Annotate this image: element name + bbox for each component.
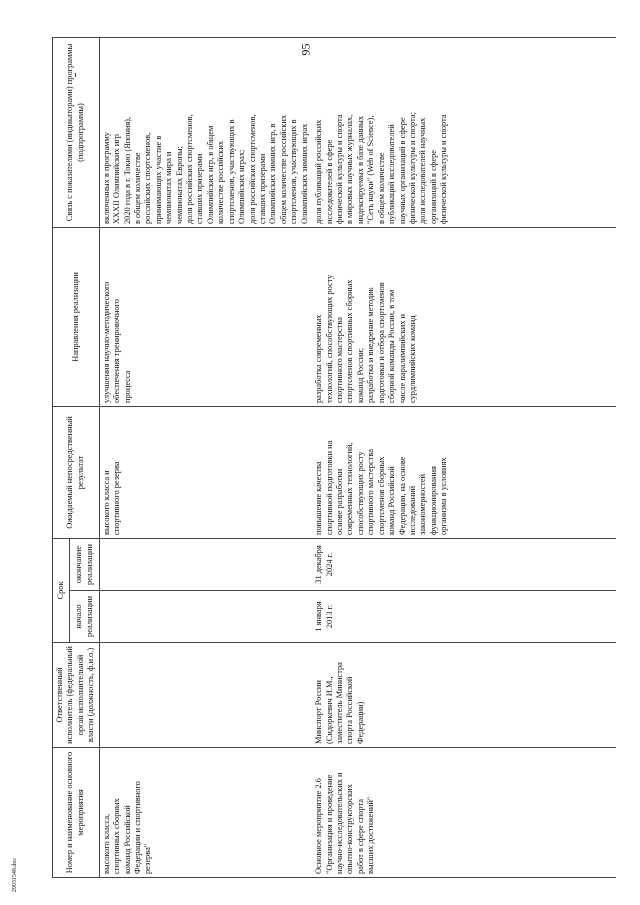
- header-indicators: Связь с показателями (индикаторами) программы (подпрограммы): [53, 38, 100, 228]
- cell-start: 1 января 2013 г.: [312, 591, 616, 643]
- cell-indicators: включенных в программу XXXII Олимпийских игр 2020 года в г. Токио (Япония), в общем количестве российских спортсменов, принимающих участие в чемпионатах мира и чемпионатах Европы; доля российских спортсменов, ставших призерами Олимпийских игр, в общем количестве российских спортсменов, участвующих в Олимпийских играх; доля российских спортсменов, ставших призерами Олимпийских зимних игр, в общем количестве российских спортсменов, участвующих в Олимпийских зимних играх: [99, 38, 312, 228]
- header-start: начало реализации: [70, 591, 99, 643]
- rotated-table-container: [52, 38, 594, 878]
- cell-end: [99, 539, 312, 591]
- cell-start: [99, 591, 312, 643]
- cell-directions: улучшения научно-методического обеспечения тренировочного процесса: [99, 228, 312, 407]
- document-id-text: 29031548.doc: [12, 857, 19, 893]
- page-number-text: 95: [298, 43, 313, 55]
- table-row: [312, 38, 616, 878]
- program-activities-table: [52, 37, 616, 878]
- cell-indicators: доля публикаций российских исследователей в сфере физической культуры и спорта в мировых научных журналах, индексируемых в базе данных "Сеть науки" (Web of Science), в общем количестве публикаций исследователей научных организаций в сфере физической культуры и спорта; доля исследователей научных организаций в сфере физической культуры и спорта: [312, 38, 616, 228]
- cell-name: высокого класса, спортивных сборных команд Российской Федерации и спортивного резерва": [99, 748, 312, 878]
- header-result: Ожидаемый непосредственный результат: [53, 407, 100, 539]
- document-id: [8, 850, 22, 900]
- header-directions: Направления реализации: [53, 228, 100, 407]
- header-row: [53, 38, 70, 878]
- cell-end: 31 декабря 2024 г.: [312, 539, 616, 591]
- cell-result: повышение качества спортивной подготовки на основе разработки современных технологий, способствующих росту спортивного мастерства спортсменов сборных команд Российской Федерации, на основе исследований закономерностей функционирования организма в условиях: [312, 407, 616, 539]
- cell-responsible: [99, 643, 312, 748]
- table-row: [99, 38, 312, 878]
- cell-responsible: Минспорт России (Сидоркевич И.М., заместитель Министра спорта Российской Федерации): [312, 643, 616, 748]
- cell-name: Основное мероприятие 2.6 "Организация и проведение научно-исследовательских и опытно-конструкторских работ в сфере спорта высших достижений": [312, 748, 616, 878]
- cell-directions: разработка современных технологий, способствующих росту спортивного мастерства спортсменов спортивных сборных команд России; разработка и внедрение методик подготовки и отбора спортсменов сборной команды России, в том числе паралимпийских и сурдлимпийских команд: [312, 228, 616, 407]
- header-end: окончание реализации: [70, 539, 99, 591]
- header-term: Срок: [53, 539, 70, 643]
- header-number-name: Номер и наименование основного мероприятия: [53, 748, 100, 878]
- cell-result: высокого класса и спортивного резерва: [99, 407, 312, 539]
- header-responsible: Ответственный исполнитель (федеральный орган исполнительной власти (должность, ф.и.о.): [53, 643, 100, 748]
